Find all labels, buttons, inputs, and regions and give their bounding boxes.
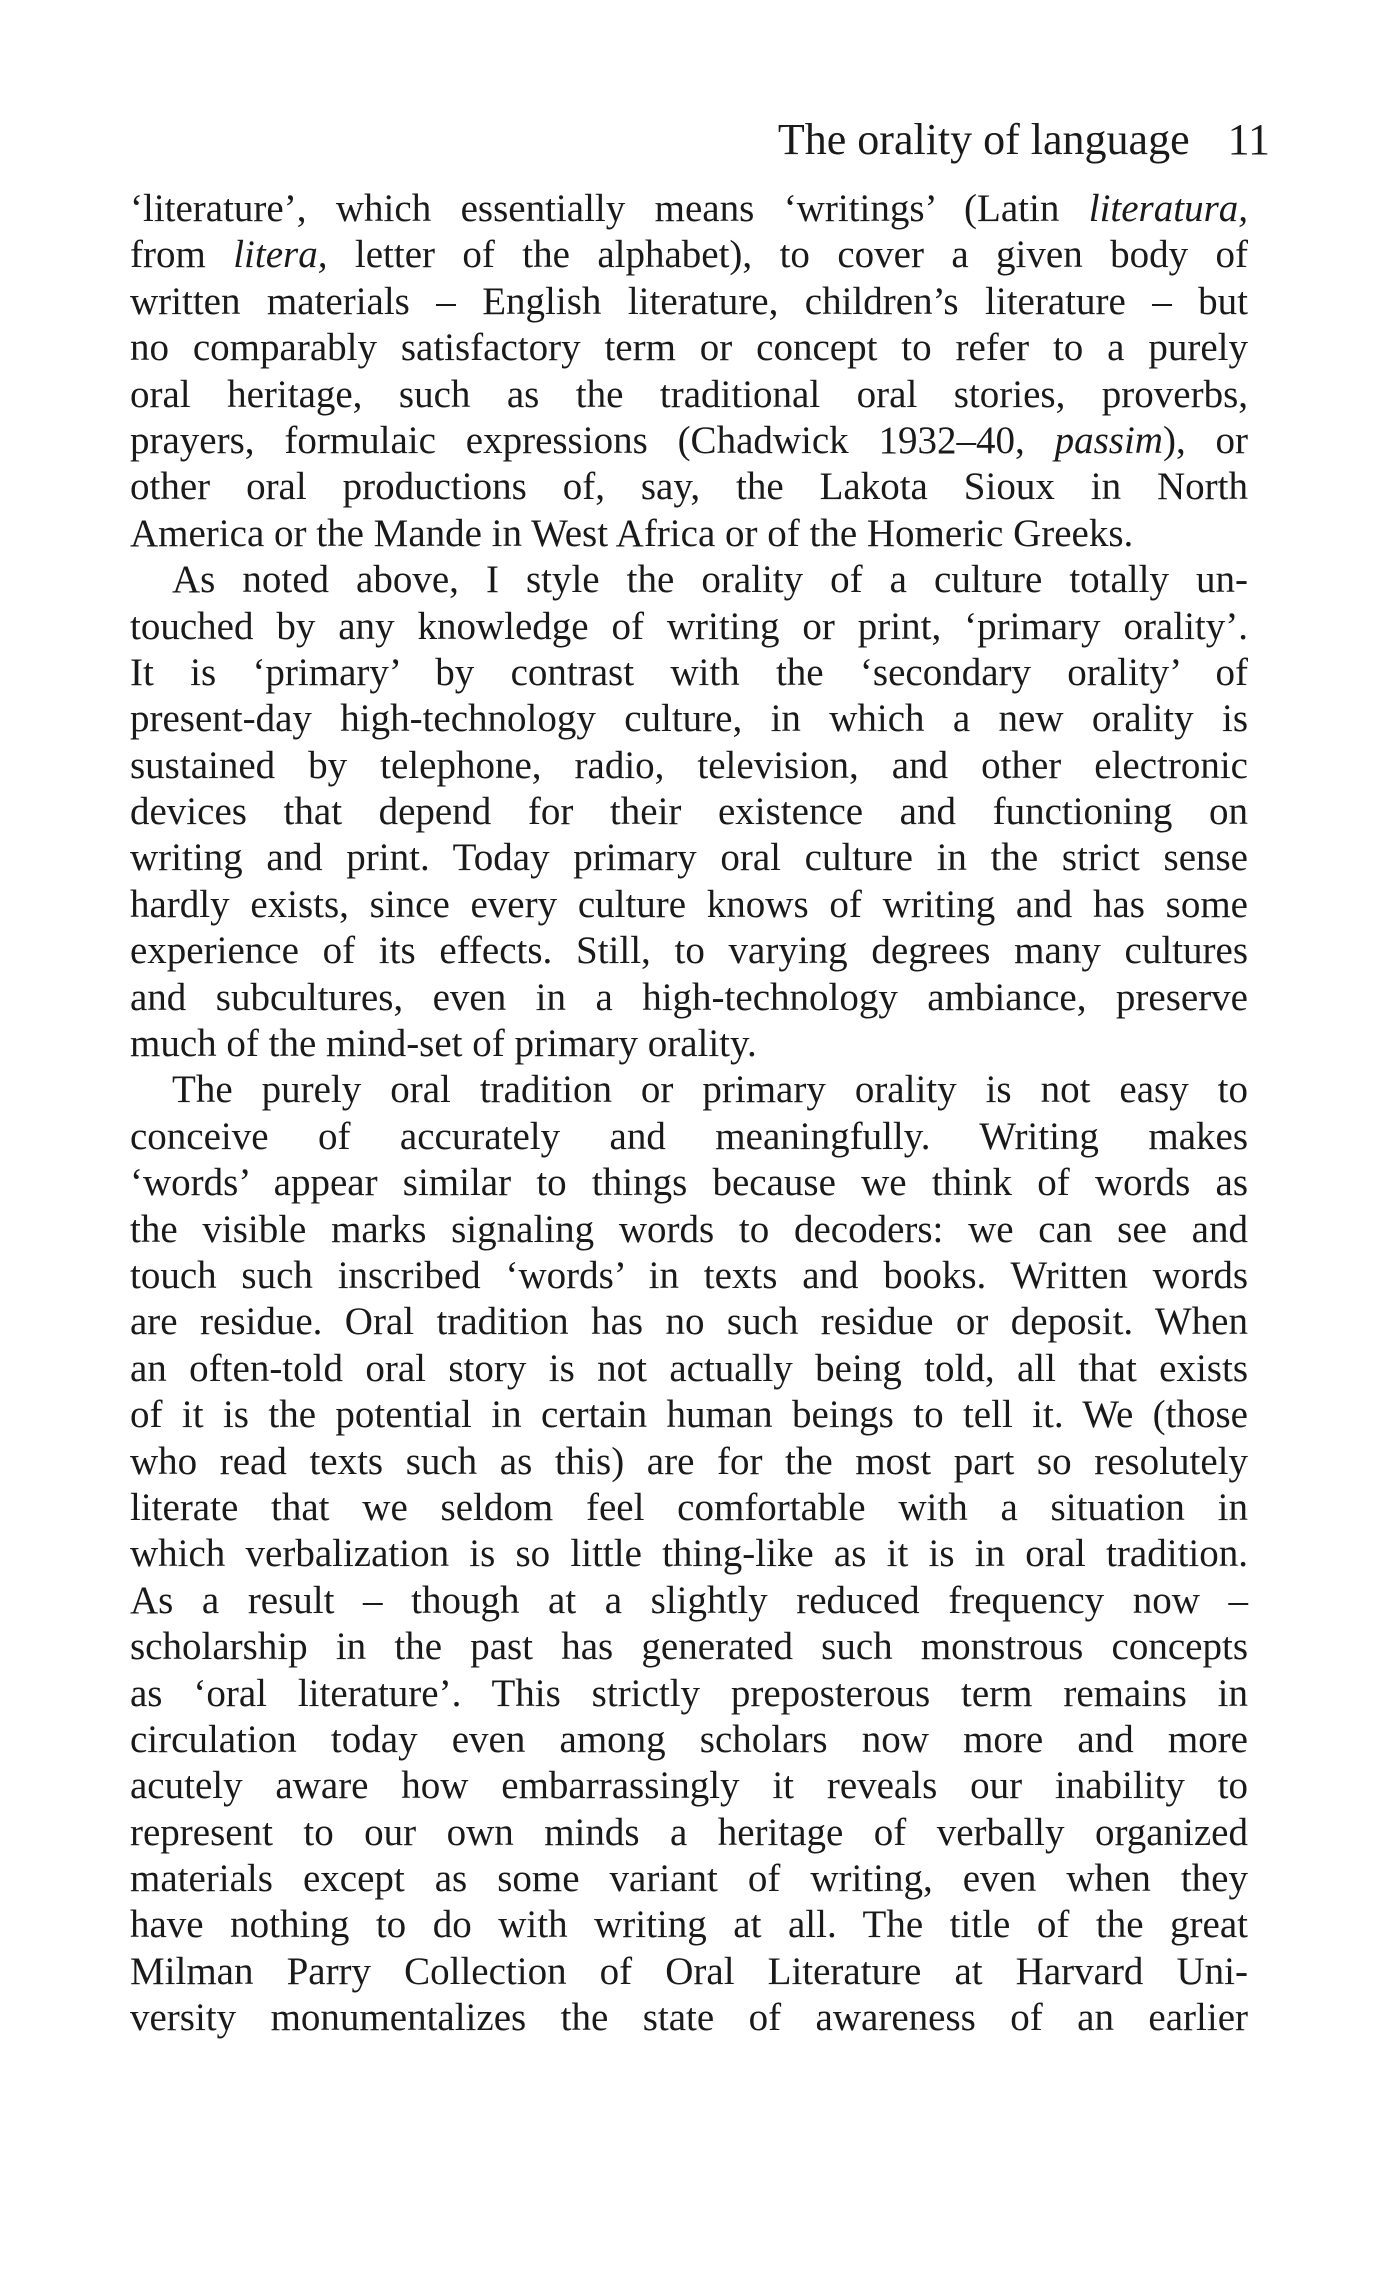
text-run: As a result – though at a slightly reduced frequency now – <box>130 1578 1248 1622</box>
text-run: no comparably satisfactory term or concept to refer to a purely <box>130 326 1248 370</box>
body-text <box>130 186 1248 2042</box>
text-line <box>130 1021 1248 1067</box>
text-run: of it is the potential in certain human beings to tell it. We (those <box>130 1393 1248 1437</box>
text-line <box>130 743 1248 789</box>
text-run: literate that we seldom feel comfortable with a situation in <box>130 1485 1248 1529</box>
text-line <box>130 1299 1248 1345</box>
text-line <box>130 1763 1248 1809</box>
text-line <box>130 1485 1248 1531</box>
text-line <box>130 1810 1248 1856</box>
text-line <box>130 650 1248 696</box>
text-run: touched by any knowledge of writing or print, ‘primary orality’. <box>130 604 1248 648</box>
text-line <box>130 1995 1248 2041</box>
text-run: written materials – English literature, children’s literature – but <box>130 279 1248 323</box>
text-line <box>130 186 1248 232</box>
text-run: versity monumentalizes the state of awareness of an earlier <box>130 1996 1248 2040</box>
text-line <box>130 325 1248 371</box>
text-line <box>130 975 1248 1021</box>
text-run: It is ‘primary’ by contrast with the ‘secondary orality’ of <box>130 650 1248 694</box>
text-line <box>130 928 1248 974</box>
text-run: present-day high-technology culture, in which a new orality is <box>130 697 1248 741</box>
text-run: ), or <box>1162 418 1249 462</box>
text-line <box>130 279 1248 325</box>
text-run: circulation today even among scholars now more and more <box>130 1717 1248 1761</box>
text-run: represent to our own minds a heritage of verbally organized <box>130 1810 1248 1854</box>
text-run: hardly exists, since every culture knows of writing and has some <box>130 882 1248 926</box>
italic-text: litera, <box>233 233 328 277</box>
text-run: are residue. Oral tradition has no such residue or deposit. When <box>130 1300 1248 1344</box>
text-run: conceive of accurately and meaningfully. Writing makes <box>130 1114 1248 1158</box>
text-line <box>130 882 1248 928</box>
text-run: as ‘oral literature’. This strictly preposterous term remains in <box>130 1671 1248 1715</box>
text-line <box>130 1902 1248 1948</box>
text-line <box>130 1160 1248 1206</box>
text-run: The purely oral tradition or primary orality is not easy to <box>172 1068 1248 1112</box>
text-line <box>130 1346 1248 1392</box>
text-run: prayers, formulaic expressions (Chadwick 1932–40, <box>130 418 1055 462</box>
text-run: which verbalization is so little thing-like as it is in oral tradition. <box>130 1532 1248 1576</box>
text-line <box>130 1671 1248 1717</box>
text-run: have nothing to do with writing at all. The title of the great <box>130 1903 1248 1947</box>
text-run: As noted above, I style the orality of a culture totally un- <box>172 558 1248 602</box>
italic-text: passim <box>1054 418 1163 462</box>
text-run: oral heritage, such as the traditional oral stories, proverbs, <box>130 372 1248 416</box>
text-line <box>130 1717 1248 1763</box>
text-line <box>130 1114 1248 1160</box>
text-run: the visible marks signaling words to decoders: we can see and <box>130 1207 1248 1251</box>
text-run: who read texts such as this) are for the most part so resolutely <box>130 1439 1248 1483</box>
text-line <box>130 1253 1248 1299</box>
text-line <box>130 835 1248 881</box>
text-run: materials except as some variant of writing, even when they <box>130 1857 1248 1901</box>
page-number: 11 <box>1227 115 1270 164</box>
text-run: experience of its effects. Still, to varying degrees many cultures <box>130 929 1248 973</box>
text-line <box>130 511 1248 557</box>
text-run: writing and print. Today primary oral culture in the strict sense <box>130 836 1248 880</box>
text-line <box>130 1624 1248 1670</box>
text-run: and subcultures, even in a high-technology ambiance, preserve <box>130 975 1248 1019</box>
text-line <box>130 604 1248 650</box>
text-line <box>130 696 1248 742</box>
text-run: sustained by telephone, radio, television, and other electronic <box>130 743 1248 787</box>
text-line <box>130 1856 1248 1902</box>
text-line <box>130 1439 1248 1485</box>
text-line <box>130 1949 1248 1995</box>
italic-text: literatura, <box>1088 187 1248 230</box>
text-run: scholarship in the past has generated such monstrous concepts <box>130 1625 1248 1669</box>
text-line <box>130 464 1248 510</box>
text-run: touch such inscribed ‘words’ in texts and books. Written words <box>130 1253 1248 1297</box>
text-line <box>130 1531 1248 1577</box>
running-head <box>130 110 1270 170</box>
running-head-title: The orality of language <box>777 115 1190 164</box>
text-run: from <box>130 233 234 277</box>
text-run: letter of the alphabet), to cover a given body of <box>327 233 1248 277</box>
text-run: an often-told oral story is not actually being told, all that exists <box>130 1346 1248 1390</box>
text-line <box>130 1067 1248 1113</box>
text-run: devices that depend for their existence and functioning on <box>130 790 1248 834</box>
text-line <box>130 1207 1248 1253</box>
text-run: Milman Parry Collection of Oral Literature at Harvard Uni- <box>130 1949 1248 1993</box>
text-run: acutely aware how embarrassingly it reveals our inability to <box>130 1764 1248 1808</box>
text-run: ‘literature’, which essentially means ‘writings’ (Latin <box>130 187 1089 230</box>
text-line <box>130 1578 1248 1624</box>
text-run: much of the mind-set of primary orality. <box>130 1022 757 1066</box>
text-run: America or the Mande in West Africa or of the Homeric Greeks. <box>130 511 1134 555</box>
text-run: ‘words’ appear similar to things because we think of words as <box>130 1161 1248 1205</box>
text-line <box>130 232 1248 278</box>
text-line <box>130 418 1248 464</box>
text-line <box>130 557 1248 603</box>
text-line <box>130 789 1248 835</box>
text-line <box>130 1392 1248 1438</box>
text-run: other oral productions of, say, the Lakota Sioux in North <box>130 465 1248 509</box>
text-line <box>130 372 1248 418</box>
